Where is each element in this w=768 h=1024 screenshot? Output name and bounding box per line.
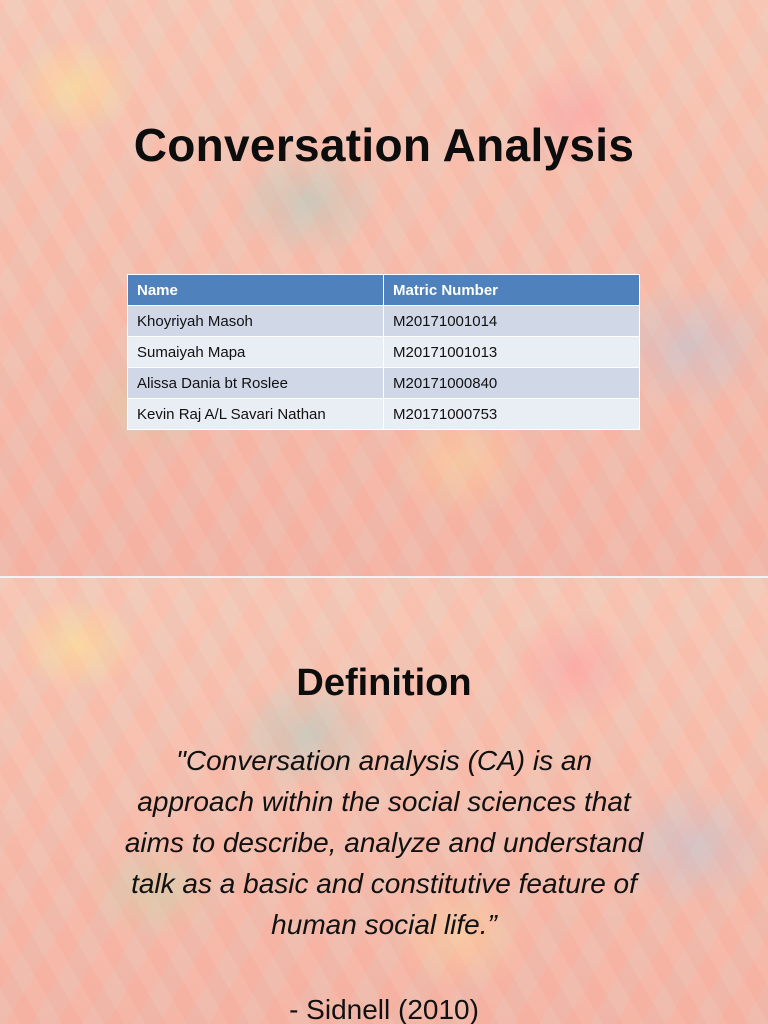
slide-title-heading: Conversation Analysis: [133, 119, 635, 171]
cell-name: Alissa Dania bt Roslee: [128, 368, 384, 399]
header-name: Name: [128, 275, 384, 306]
table-header-row: [128, 275, 640, 306]
cell-matric-number: M20171001014: [384, 306, 640, 337]
table-row: [128, 306, 640, 337]
cell-name: Sumaiyah Mapa: [128, 337, 384, 368]
cell-name: Khoyriyah Masoh: [128, 306, 384, 337]
slide-definition: [0, 578, 768, 1024]
members-table: [127, 274, 640, 430]
cell-matric-number: M20171000753: [384, 399, 640, 430]
cell-matric-number: M20171001013: [384, 337, 640, 368]
cell-matric-number: M20171000840: [384, 368, 640, 399]
definition-heading: Definition: [296, 662, 472, 704]
cell-name: Kevin Raj A/L Savari Nathan: [128, 399, 384, 430]
table-row: [128, 368, 640, 399]
definition-quote: "Conversation analysis (CA) is an approach within the social sciences that aims to describe, analyze and understand talk as a basic and constitutive feature of human social life.”: [124, 745, 644, 940]
header-matric-number: Matric Number: [384, 275, 640, 306]
table-row: [128, 399, 640, 430]
table-row: [128, 337, 640, 368]
quote-attribution: - Sidnell (2010): [289, 994, 479, 1024]
